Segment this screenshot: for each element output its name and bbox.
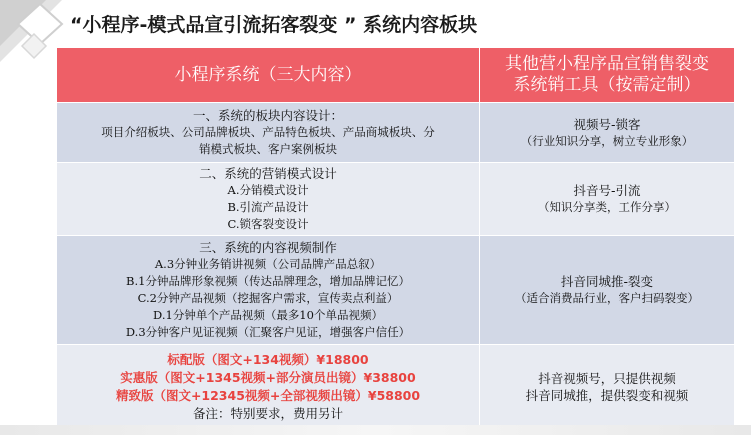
row1-right <box>480 103 735 163</box>
tool-desc: （知识分享类，工作分享） <box>538 200 676 214</box>
header-left-label: 小程序系统（三大内容） <box>174 64 362 85</box>
section-title: 一、系统的板块内容设计： <box>192 108 343 123</box>
price-value: 实惠版（图文+1345视频+部分演员出镜）¥38800 <box>120 369 416 385</box>
section-line: 销模式板块、客户案例板块 <box>199 142 337 156</box>
price-note: 备注：特别要求，费用另计 <box>192 405 343 421</box>
section-line: 项目介绍板块、公司品牌板块、产品特色板块、产品商城板块、分 <box>101 125 435 139</box>
table-row <box>57 345 735 429</box>
price-standard: 标配版（图文+134视频）¥18800 <box>167 351 369 367</box>
table-row <box>57 236 735 345</box>
section-line: C.2分钟产品视频（挖掘客户需求，宣传卖点利益） <box>137 291 399 305</box>
header-right <box>480 48 735 103</box>
section-line: B.引流产品设计 <box>227 200 309 214</box>
price-premium: 精致版（图文+12345视频+全部视频出镜）¥58800 <box>115 387 421 403</box>
section-line: B.1分钟品牌形象视频（传达品牌理念，增加品牌记忆） <box>126 274 410 288</box>
row3-left <box>57 236 480 345</box>
tool-desc: （行业知识分享，树立专业形象） <box>520 133 694 148</box>
row1-left <box>57 103 480 163</box>
tool-line: 抖音视频号，只提供视频 <box>538 370 676 386</box>
section-line: A.3分钟业务销讲视频（公司品牌产品总叙） <box>154 257 382 271</box>
row4-left <box>57 345 480 429</box>
row4-right <box>480 345 735 429</box>
row2-left <box>57 163 480 236</box>
section-line: D.1分钟单个产品视频（最多10个单品视频） <box>153 308 383 322</box>
table-row <box>57 163 735 236</box>
page-title: “小程序-模式品宣引流拓客裂变 ” 系统内容板块 <box>70 14 478 36</box>
tool-title: 抖音号-引流 <box>573 183 641 198</box>
bottom-bar <box>0 425 751 435</box>
section-title: 三、系统的内容视频制作 <box>199 240 337 255</box>
section-line: A.分销模式设计 <box>227 183 309 197</box>
tool-title: 视频号-锁客 <box>573 116 641 132</box>
tool-desc: （适合消费品行业，客户扫码裂变） <box>515 291 699 305</box>
section-title: 二、系统的营销模式设计 <box>199 166 337 181</box>
header-right-line2: 系统销工具（按需定制） <box>513 75 701 95</box>
header-right-line1: 其他营小程序品宣销售裂变 <box>505 54 709 74</box>
table-header-row <box>57 48 735 103</box>
section-line: C.锁客裂变设计 <box>227 217 309 231</box>
row3-right <box>480 236 735 345</box>
header-left <box>57 48 480 103</box>
table-row <box>57 103 735 163</box>
row2-right <box>480 163 735 236</box>
tool-title: 抖音同城推-裂变 <box>560 274 653 289</box>
content-table <box>56 47 735 429</box>
section-line: D.3分钟客户见证视频（汇聚客户见证，增强客户信任） <box>125 325 411 339</box>
tool-line: 抖音同城推，提供裂变和视频 <box>525 387 689 403</box>
